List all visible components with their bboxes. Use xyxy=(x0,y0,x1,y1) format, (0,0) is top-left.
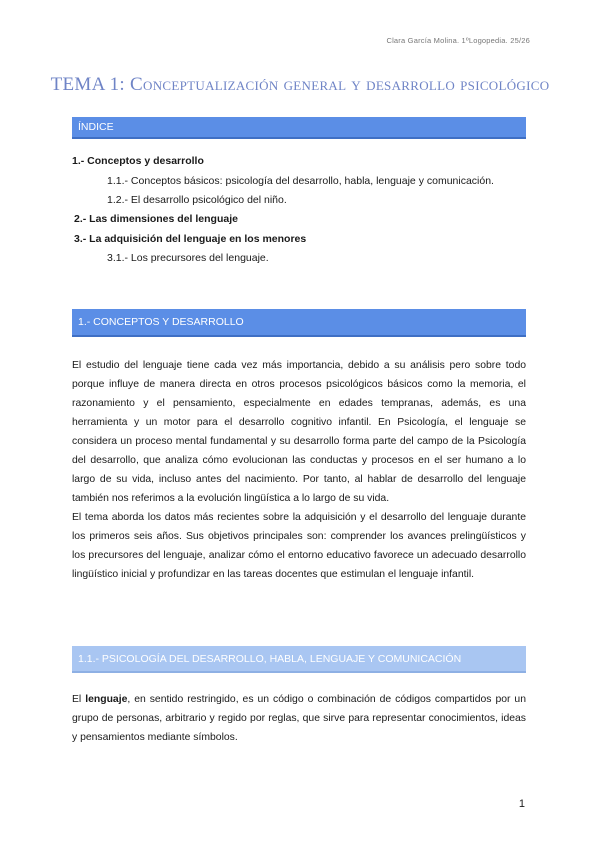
paragraph-definition: , en sentido restringido, es un código o combinación de códigos compartidos por un grupo de personas, arbitrario y regido por reglas, que sirve para representar conocimientos, ideas y pensamientos mediante símbolos. xyxy=(72,694,526,743)
toc-item-2: 2.- Las dimensiones del lenguaje xyxy=(74,213,238,225)
section-1-1-heading-band xyxy=(72,646,526,673)
paragraph-prefix: El xyxy=(72,694,86,705)
document-title: TEMA 1: Conceptualización general y desarrollo psicológico xyxy=(50,74,550,95)
section-1-1-body xyxy=(72,690,526,747)
section-1-paragraph-1: El estudio del lenguaje tiene cada vez más importancia, debido a su análisis pero sobre todo porque influye de manera directa en otros procesos psicológicos básicos como la memoria, el razonamiento y el pensamiento, especialmente en edades tempranas, además, es una herramienta y un motor para el desarrollo cognitivo infantil. En Psicología, el lenguaje se considera un proceso mental fundamental y su desarrollo forma parte del campo de la Psicología del desarrollo, que analiza cómo evolucionan las conductas y procesos en el ser humano a lo largo de su vida, incluso antes del nacimiento. Por tanto, al hablar de desarrollo del lenguaje también nos referimos a la evolución lingüística a lo largo de su vida. xyxy=(72,360,526,504)
section-1-1-heading: 1.1.- PSICOLOGÍA DEL DESARROLLO, HABLA, LENGUAJE Y COMUNICACIÓN xyxy=(78,652,462,665)
section-1-heading-band xyxy=(72,309,526,337)
header-author-note: Clara García Molina. 1ºLogopedia. 25/26 xyxy=(386,36,530,45)
section-1-paragraph-2: El tema aborda los datos más recientes sobre la adquisición y el desarrollo del lenguaje durante los primeros seis años. Sus objetivos principales son: comprender los avances prelingüísticos y los precursores del lenguaje, analizar cómo el entorno educativo favorece un adecuado desarrollo lingüístico inicial y profundizar en las tareas docentes que estimulan el lenguaje infantil. xyxy=(72,512,526,580)
page-number: 1 xyxy=(518,798,525,810)
toc-item-1-1: 1.1.- Conceptos básicos: psicología del desarrollo, habla, lenguaje y comunicación. xyxy=(107,175,494,187)
toc-item-1: 1.- Conceptos y desarrollo xyxy=(72,155,204,167)
toc-item-1-2: 1.2.- El desarrollo psicológico del niño. xyxy=(107,194,287,206)
section-1-1-paragraph xyxy=(72,690,526,747)
toc-item-3: 3.- La adquisición del lenguaje en los menores xyxy=(74,233,307,245)
term-lenguaje: lenguaje xyxy=(85,694,128,705)
section-1-body xyxy=(72,356,526,584)
index-heading-band xyxy=(72,117,526,139)
toc-item-3-1: 3.1.- Los precursores del lenguaje. xyxy=(107,252,269,264)
section-1-heading: 1.- CONCEPTOS Y DESARROLLO xyxy=(78,316,244,328)
index-heading: ÍNDICE xyxy=(78,121,114,133)
